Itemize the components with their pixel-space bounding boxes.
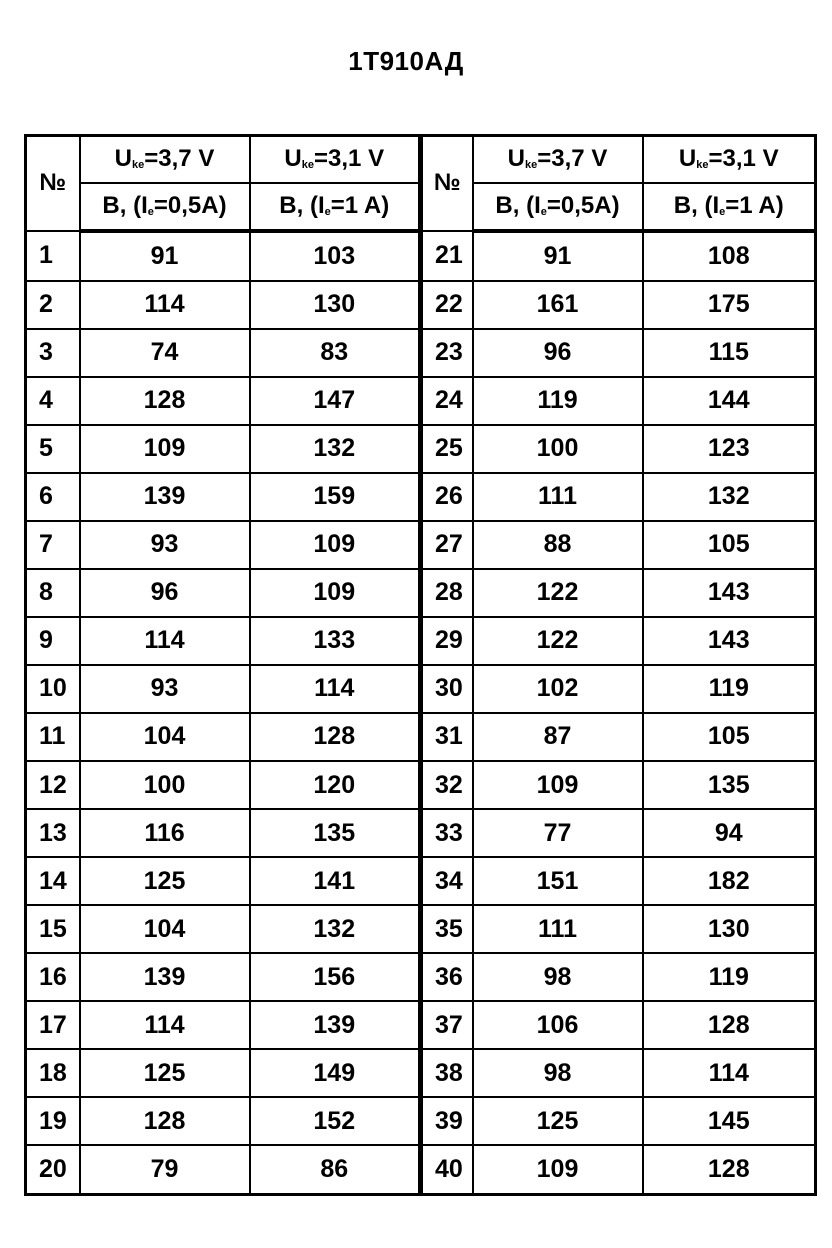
row-number-left: 2 (26, 281, 80, 329)
beta-uke37-right: 109 (473, 761, 643, 809)
row-number-right: 36 (421, 953, 473, 1001)
beta-uke37-left: 139 (80, 473, 250, 521)
col-b-ie05-header-right: B, $(I_e=0,5A)$ (473, 183, 643, 231)
beta-uke31-left: 130 (250, 281, 421, 329)
beta-uke31-right: 108 (643, 231, 816, 281)
beta-uke31-right: 144 (643, 377, 816, 425)
row-number-left: 19 (26, 1097, 80, 1145)
row-number-right: 33 (421, 809, 473, 857)
beta-uke37-left: 114 (80, 617, 250, 665)
beta-uke31-right: 145 (643, 1097, 816, 1145)
beta-uke37-left: 93 (80, 521, 250, 569)
beta-uke37-left: 104 (80, 713, 250, 761)
beta-uke31-left: 132 (250, 905, 421, 953)
beta-uke31-left: 114 (250, 665, 421, 713)
table-row (26, 377, 816, 425)
beta-uke37-left: 125 (80, 1049, 250, 1097)
row-number-right: 39 (421, 1097, 473, 1145)
beta-uke37-left: 139 (80, 953, 250, 1001)
row-number-left: 15 (26, 905, 80, 953)
col-b-ie1-header-left: B, ($I_e=1$ A) (250, 183, 421, 231)
beta-uke37-left: 109 (80, 425, 250, 473)
table-row (26, 761, 816, 809)
beta-uke37-left: 104 (80, 905, 250, 953)
row-number-left: 16 (26, 953, 80, 1001)
beta-uke31-right: 135 (643, 761, 816, 809)
beta-uke37-left: 116 (80, 809, 250, 857)
row-number-left: 9 (26, 617, 80, 665)
table-row (26, 665, 816, 713)
beta-uke37-right: 161 (473, 281, 643, 329)
beta-uke37-right: 109 (473, 1145, 643, 1194)
beta-uke37-right: 91 (473, 231, 643, 281)
col-uke-31-header-left: $U_{ke}=3,1$ V (250, 136, 421, 183)
row-number-left: 6 (26, 473, 80, 521)
row-number-right: 25 (421, 425, 473, 473)
beta-uke37-left: 74 (80, 329, 250, 377)
beta-uke31-left: 152 (250, 1097, 421, 1145)
beta-uke37-left: 128 (80, 1097, 250, 1145)
row-number-right: 35 (421, 905, 473, 953)
beta-uke37-right: 125 (473, 1097, 643, 1145)
beta-uke37-left: 114 (80, 1001, 250, 1049)
row-number-left: 13 (26, 809, 80, 857)
row-number-right: 32 (421, 761, 473, 809)
beta-uke37-right: 122 (473, 569, 643, 617)
table-row (26, 569, 816, 617)
beta-uke31-left: 109 (250, 569, 421, 617)
row-number-left: 18 (26, 1049, 80, 1097)
table-row (26, 231, 816, 281)
table-row (26, 1049, 816, 1097)
row-number-left: 17 (26, 1001, 80, 1049)
row-number-right: 24 (421, 377, 473, 425)
beta-uke37-right: 98 (473, 1049, 643, 1097)
beta-uke37-right: 111 (473, 473, 643, 521)
beta-uke37-left: 91 (80, 231, 250, 281)
beta-uke31-left: 120 (250, 761, 421, 809)
table-row (26, 473, 816, 521)
table-header-row-1 (26, 136, 816, 183)
table-row (26, 281, 816, 329)
table-row (26, 521, 816, 569)
beta-uke37-right: 77 (473, 809, 643, 857)
row-number-right: 28 (421, 569, 473, 617)
table-row (26, 713, 816, 761)
table-row (26, 1145, 816, 1194)
row-number-right: 26 (421, 473, 473, 521)
beta-uke37-right: 122 (473, 617, 643, 665)
beta-uke37-right: 151 (473, 857, 643, 905)
beta-uke31-right: 175 (643, 281, 816, 329)
beta-uke37-left: 100 (80, 761, 250, 809)
table-row (26, 425, 816, 473)
table-row (26, 1097, 816, 1145)
col-b-ie1-header-right: B, ($I_e=1$ A) (643, 183, 816, 231)
row-number-right: 21 (421, 231, 473, 281)
row-number-left: 12 (26, 761, 80, 809)
beta-uke31-right: 105 (643, 713, 816, 761)
row-number-right: 27 (421, 521, 473, 569)
beta-uke31-left: 159 (250, 473, 421, 521)
beta-uke31-right: 132 (643, 473, 816, 521)
beta-uke37-right: 98 (473, 953, 643, 1001)
col-uke-37-header-right: $U_{ke}=3,7$ V (473, 136, 643, 183)
beta-uke37-left: 128 (80, 377, 250, 425)
beta-uke37-right: 88 (473, 521, 643, 569)
beta-uke37-right: 96 (473, 329, 643, 377)
beta-uke31-right: 119 (643, 665, 816, 713)
row-number-right: 38 (421, 1049, 473, 1097)
table-row (26, 1001, 816, 1049)
beta-uke31-left: 86 (250, 1145, 421, 1194)
col-uke-37-header-left: $U_{ke}=3,7$ V (80, 136, 250, 183)
beta-uke31-right: 123 (643, 425, 816, 473)
beta-uke31-left: 141 (250, 857, 421, 905)
row-number-right: 34 (421, 857, 473, 905)
row-number-left: 7 (26, 521, 80, 569)
row-number-left: 3 (26, 329, 80, 377)
beta-uke31-left: 149 (250, 1049, 421, 1097)
row-number-right: 22 (421, 281, 473, 329)
row-number-left: 8 (26, 569, 80, 617)
page-title: 1T910АД (348, 46, 464, 76)
table-row (26, 857, 816, 905)
beta-uke31-left: 103 (250, 231, 421, 281)
beta-uke37-right: 119 (473, 377, 643, 425)
beta-uke31-left: 139 (250, 1001, 421, 1049)
beta-uke37-right: 87 (473, 713, 643, 761)
beta-uke31-left: 135 (250, 809, 421, 857)
beta-uke31-left: 147 (250, 377, 421, 425)
measurement-table (24, 134, 817, 1196)
col-uke-31-header-right: $U_{ke}=3,1$ V (643, 136, 816, 183)
beta-uke31-right: 115 (643, 329, 816, 377)
beta-uke37-left: 93 (80, 665, 250, 713)
beta-uke31-left: 83 (250, 329, 421, 377)
row-number-right: 23 (421, 329, 473, 377)
beta-uke31-right: 143 (643, 569, 816, 617)
row-number-left: 20 (26, 1145, 80, 1194)
table-row (26, 809, 816, 857)
table-row (26, 953, 816, 1001)
beta-uke31-right: 119 (643, 953, 816, 1001)
beta-uke37-left: 96 (80, 569, 250, 617)
beta-uke37-left: 125 (80, 857, 250, 905)
beta-uke31-left: 132 (250, 425, 421, 473)
beta-uke31-right: 130 (643, 905, 816, 953)
row-number-right: 31 (421, 713, 473, 761)
table-row (26, 617, 816, 665)
beta-uke31-right: 94 (643, 809, 816, 857)
beta-uke37-left: 79 (80, 1145, 250, 1194)
row-number-left: 14 (26, 857, 80, 905)
number-column-header-right: № (421, 136, 473, 231)
beta-uke31-right: 114 (643, 1049, 816, 1097)
beta-uke31-left: 128 (250, 713, 421, 761)
beta-uke31-right: 105 (643, 521, 816, 569)
row-number-right: 30 (421, 665, 473, 713)
beta-uke37-right: 106 (473, 1001, 643, 1049)
beta-uke37-right: 111 (473, 905, 643, 953)
beta-uke31-right: 182 (643, 857, 816, 905)
beta-uke31-left: 133 (250, 617, 421, 665)
beta-uke31-right: 143 (643, 617, 816, 665)
number-column-header-left: № (26, 136, 80, 231)
row-number-left: 5 (26, 425, 80, 473)
row-number-left: 11 (26, 713, 80, 761)
row-number-right: 37 (421, 1001, 473, 1049)
row-number-left: 1 (26, 231, 80, 281)
col-b-ie05-header-left: B, $(I_e=0,5A)$ (80, 183, 250, 231)
beta-uke37-right: 100 (473, 425, 643, 473)
beta-uke37-right: 102 (473, 665, 643, 713)
beta-uke31-left: 109 (250, 521, 421, 569)
beta-uke37-left: 114 (80, 281, 250, 329)
beta-uke31-right: 128 (643, 1145, 816, 1194)
table-row (26, 905, 816, 953)
row-number-left: 10 (26, 665, 80, 713)
row-number-left: 4 (26, 377, 80, 425)
row-number-right: 40 (421, 1145, 473, 1194)
row-number-right: 29 (421, 617, 473, 665)
table-row (26, 329, 816, 377)
beta-uke31-right: 128 (643, 1001, 816, 1049)
beta-uke31-left: 156 (250, 953, 421, 1001)
